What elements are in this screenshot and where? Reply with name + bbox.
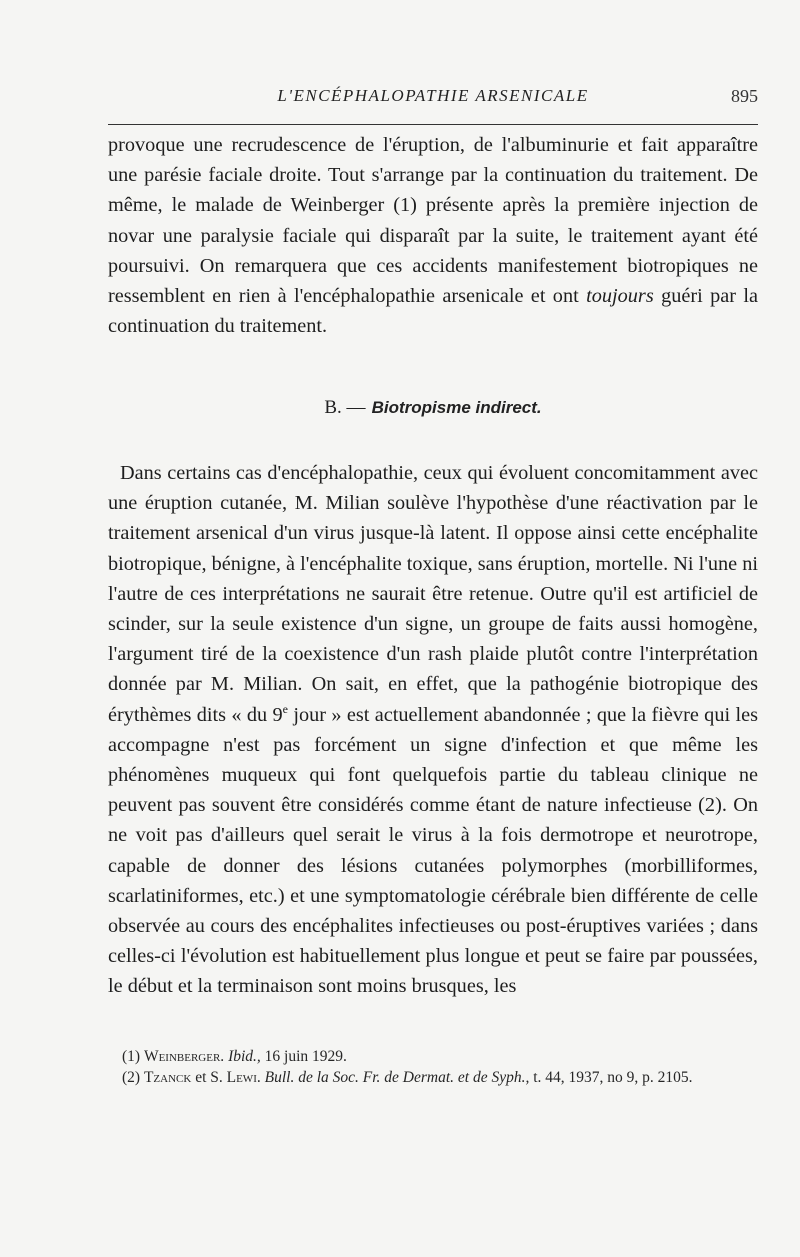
paragraph-1-italic: toujours	[586, 285, 654, 308]
paragraph-1-after-italic: guéri par la continuation du traitement.	[108, 285, 758, 338]
footnote-2-source: Bull. de la Soc. Fr. de Dermat. et de Syph.,	[264, 1069, 530, 1086]
paragraph-2	[108, 458, 758, 1002]
page-number: 895	[731, 86, 758, 106]
paragraph-1-before-italic: provoque une recrudescence de l'éruption, de l'albuminurie et fait apparaître une parésie faciale droite. Tout s'arrange par la continuation du traitement. De même, le malade de Weinberger (1) présente après la première injection de novar une paralysie faciale qui disparaît par la suite, le traitement ayant été poursuivi. On remarquera que ces accidents manifestement biotropiques ne ressemblent en rien à l'encéphalopathie arsenicale et ont	[108, 134, 758, 308]
footnote-2-connector: et	[191, 1069, 211, 1086]
paragraph-2-text-a: Dans certains cas d'encéphalopathie, ceux qui évoluent concomitamment avec une éruption cutanée, M. Milian soulève l'hypothèse d'une réactivation par le traitement arsenical d'un virus jusque-là latent. Il oppose ainsi cette encéphalite biotropique, bénigne, à l'encéphalite toxique, sans éruption, mortelle. Ni l'une ni l'autre de ces interprétations ne saurait être retenue. Outre qu'il est artificiel de scinder, sur la seule existence d'un signe, un groupe de faits aussi homogène, l'argument tiré de la coexistence d'un rash plaide plutôt contre l'interprétation donnée par M. Milian. On sait, en effet, que la pathogénie biotropique des érythèmes dits « du 9	[108, 462, 758, 726]
footnote-2-author: Tzanck	[143, 1069, 192, 1086]
header-rule	[108, 124, 758, 125]
paragraph-1-text	[108, 130, 758, 341]
paragraph-2-superscript: e	[282, 701, 288, 716]
section-heading	[108, 396, 758, 419]
footnote-1	[108, 1046, 758, 1067]
footnote-1-author: Weinberger.	[143, 1048, 225, 1065]
footnote-2-number: (2)	[122, 1069, 141, 1086]
paragraph-1	[108, 130, 758, 341]
running-head	[108, 86, 758, 112]
section-letter: B. —	[324, 397, 366, 418]
footnote-1-source: Ibid.,	[228, 1048, 261, 1065]
footnote-1-rest: 16 juin 1929.	[260, 1048, 347, 1065]
footnote-2	[108, 1067, 758, 1088]
footnote-2-rest: t. 44, 1937, no 9, p. 2105.	[529, 1069, 693, 1086]
footnotes	[108, 1046, 758, 1088]
paragraph-2-text-b: jour » est actuellement abandonnée ; que la fièvre qui les accompagne n'est pas forcément un signe d'infection et que même les phénomènes muqueux qui font quelquefois partie du tableau clinique ne peuvent pas souvent être considérés comme étant de nature infectieuse (2). On ne voit pas d'ailleurs quel serait le virus à la fois dermotrope et neurotrope, capable de donner des lésions cutanées polymorphes (morbilliformes, scarlatiniformes, etc.) et une symptomatologie cérébrale bien différente de celle observée au cours des encéphalites infectieuses ou post-éruptives variées ; dans celles-ci l'évolution est habituellement plus longue et peut se faire par poussées, le début et la terminaison sont moins brusques, les	[108, 703, 758, 998]
footnote-2-author2: S. Lewi.	[210, 1069, 261, 1086]
section-title: Biotropisme indirect.	[371, 398, 542, 417]
paragraph-2-text	[108, 458, 758, 1002]
running-title: L'ENCÉPHALOPATHIE ARSENICALE	[277, 86, 589, 105]
footnote-1-number: (1)	[122, 1048, 141, 1065]
